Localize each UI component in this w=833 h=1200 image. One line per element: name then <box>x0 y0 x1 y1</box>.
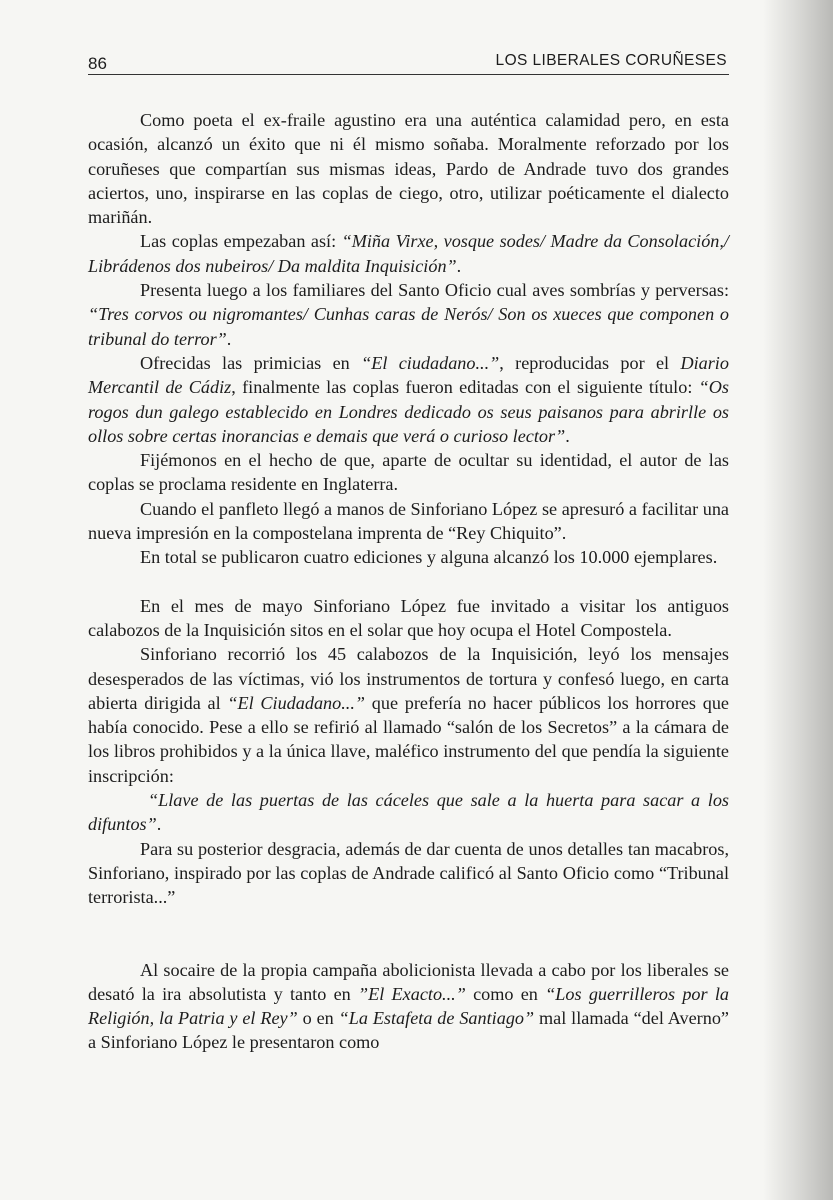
paragraph-1: Como poeta el ex-fraile agustino era una auténtica calamidad pero, en esta ocasión, alcanzó un éxito que ni él mismo soñaba. Moralmente reforzado por los coruñeses que compartían sus mismas ideas, Pardo de Andrade tuvo dos grandes aciertos, uno, inspirarse en las coplas de ciego, otro, utilizar poéticamente el dialecto mariñán. <box>88 110 729 228</box>
paragraph-9: Sinforiano recorrió los 45 calabozos de la Inquisición, leyó los mensajes desesperados de las víctimas, vió los instrumentos de tortura y confesó luego, en carta abierta dirigida al “El Ciudadano...” que prefería no hacer públicos los horrores que había conocido. Pese a ello se refirió al llamado “salón de los Secretos” a la cámara de los libros prohibidos y a la única llave, maléfico instrumento del que pendía la siguiente inscripción: <box>88 644 729 786</box>
running-header <box>88 50 729 75</box>
page-number: 86 <box>88 54 107 73</box>
paragraph-10-quote: “Llave de las puertas de las cáceles que sale a la huerta para sacar a los difuntos”. <box>88 790 729 835</box>
paragraph-2: Las coplas empezaban así: “Miña Virxe, vosque sodes/ Madre da Consolación,/ Librádenos dos nubeiros/ Da maldita Inquisición”. <box>88 231 729 276</box>
paragraph-7: En total se publicaron cuatro ediciones y alguna alcanzó los 10.000 ejemplares. <box>140 547 718 568</box>
title-el-ciudadano-2: “El Ciudadano...” <box>227 692 366 713</box>
quote-tres-corvos: “Tres corvos ou nigromantes/ Cunhas caras de Nerós/ Son os xueces que componen o tribunal do terror” <box>88 304 729 349</box>
title-el-ciudadano: “El ciudadano...” <box>361 352 500 373</box>
title-la-estafeta: “La Estafeta de Santiago” <box>338 1008 535 1029</box>
title-los-guerrilleros: “Los guerrilleros por la Religión, la Patria y el Rey” <box>88 983 729 1029</box>
page-edge-shadow <box>763 0 833 1200</box>
running-title: LOS LIBERALES CORUÑESES <box>495 52 727 69</box>
paragraph-6: Cuando el panfleto llegó a manos de Sinforiano López se apresuró a facilitar una nueva impresión en la compostelana imprenta de “Rey Chiquito”. <box>88 498 729 544</box>
paragraph-5: Fijémonos en el hecho de que, aparte de ocultar su identidad, el autor de las coplas se proclama residente en Inglaterra. <box>88 450 729 495</box>
paragraph-4: Ofrecidas las primicias en “El ciudadano...”, reproducidas por el Diario Mercantil de Cádiz, finalmente las coplas fueron editadas con el siguiente título: “Os rogos dun galego establecido en Londres dedicado os seus paisanos para abrirlle os ollos sobre certas inorancias e demais que verá o curioso lector”. <box>88 352 729 446</box>
paragraph-8: En el mes de mayo Sinforiano López fue invitado a visitar los antiguos calabozos de la Inquisición sitos en el solar que hoy ocupa el Hotel Compostela. <box>88 595 729 640</box>
body-text <box>88 108 729 1055</box>
title-os-rogos: “Os rogos dun galego establecido en Londres dedicado os seus paisanos para abrirlle os ollos sobre certas inorancias e demais que verá o curioso lector” <box>88 377 729 446</box>
quote-coplas-opening: “Miña Virxe, vosque sodes/ Madre da Consolación,/ Librádenos dos nubeiros/ Da maldita Inquisición” <box>88 231 729 276</box>
title-diario-mercantil: Diario Mercantil de Cádiz <box>88 352 729 398</box>
paragraph-11: Para su posterior desgracia, además de dar cuenta de unos detalles tan macabros, Sinforiano, inspirado por las coplas de Andrade calificó al Santo Oficio como “Tribunal terrorista...” <box>88 838 729 908</box>
title-el-exacto: ”El Exacto...” <box>358 983 466 1004</box>
paragraph-3: Presenta luego a los familiares del Santo Oficio cual aves sombrías y perversas: “Tres corvos ou nigromantes/ Cunhas caras de Nerós/ Son os xueces que componen o tribunal do terror”. <box>88 280 729 349</box>
paragraph-12: Al socaire de la propia campaña abolicionista llevada a cabo por los liberales se desató la ira absolutista y tanto en ”El Exacto...” como en “Los guerrilleros por la Religión, la Patria y el Rey” o en “La Estafeta de Santiago” mal llamada “del Averno” a Sinforiano López le presentaron como <box>88 959 730 1053</box>
quote-llave: “Llave de las puertas de las cáceles que sale a la huerta para sacar a los difuntos” <box>88 790 729 835</box>
